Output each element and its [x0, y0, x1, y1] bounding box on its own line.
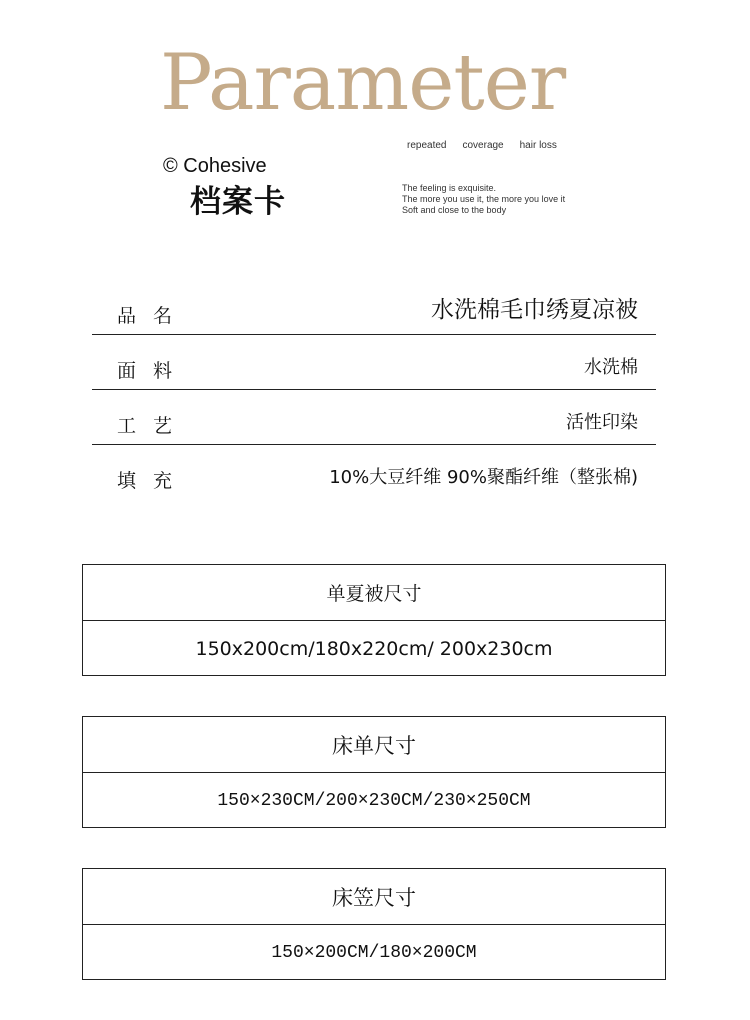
size-box-body [83, 773, 665, 828]
param-row-craft [92, 390, 656, 445]
param-row-product-name [92, 280, 656, 335]
size-box-body [83, 621, 665, 676]
param-value: 水洗棉毛巾绣夏凉被 [431, 297, 638, 323]
tag-list [407, 140, 557, 151]
blurb-line-3: Soft and close to the body [402, 205, 507, 215]
param-value: 活性印染 [566, 412, 638, 433]
tag-hair-loss: hair loss [519, 140, 557, 151]
tag-repeated: repeated [407, 140, 447, 151]
brand-name: © Cohesive [163, 155, 267, 177]
size-box-bed-sheet [82, 716, 666, 828]
size-heading: 床笠尺寸 [332, 885, 416, 910]
size-box-fitted-sheet [82, 868, 666, 980]
tagline-blurb [402, 183, 565, 216]
param-row-fabric [92, 335, 656, 390]
tag-coverage: coverage [462, 140, 504, 151]
param-value: 水洗棉 [584, 357, 638, 378]
blurb-line-1: The feeling is exquisite. [402, 183, 497, 193]
blurb-line-2: The more you use it, the more you love it [402, 194, 566, 204]
card-title: 档案卡 [190, 184, 286, 220]
size-box-summer-quilt [82, 564, 666, 676]
page-title: Parameter [160, 38, 566, 128]
param-label: 品名 [117, 305, 190, 327]
size-value: 150x200cm/180x220cm/ 200x230cm [195, 637, 553, 660]
size-box-header [83, 717, 665, 773]
param-label: 工艺 [117, 415, 190, 437]
size-value: 150×200CM/180×200CM [271, 942, 477, 963]
size-heading: 单夏被尺寸 [326, 583, 422, 605]
param-value: 10%大豆纤维 90%聚酯纤维（整张棉) [329, 467, 638, 488]
param-label: 填充 [117, 470, 190, 492]
param-row-filling [92, 445, 656, 499]
size-box-header [83, 869, 665, 925]
param-label: 面料 [117, 360, 190, 382]
size-value: 150×230CM/200×230CM/230×250CM [217, 790, 531, 811]
size-box-body [83, 925, 665, 980]
size-heading: 床单尺寸 [332, 733, 416, 758]
size-box-header [83, 565, 665, 621]
parameter-list [92, 280, 656, 499]
